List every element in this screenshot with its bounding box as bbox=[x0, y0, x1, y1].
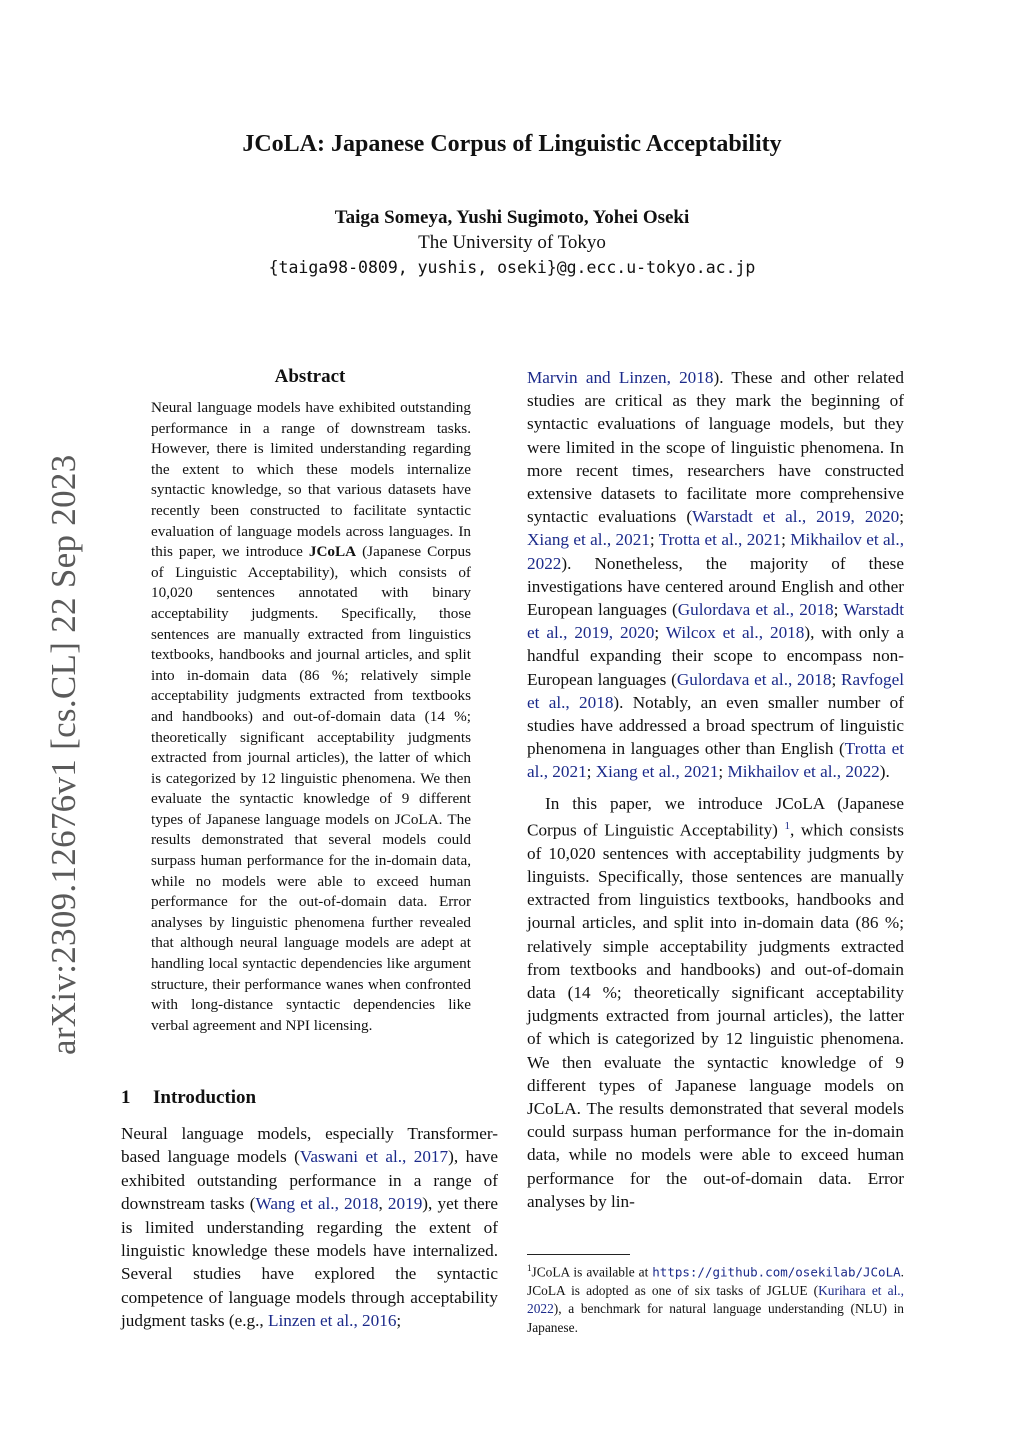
citation-link[interactable]: Xiang et al., 2021 bbox=[527, 530, 650, 550]
intro-paragraph-left: Neural language models, especially Transformer-based language models (Vaswani et al., 2017), have exhibited outstanding performance in a range of downstream tasks (Wang et al., 2018, 2019), yet there is limited understanding regarding the extent of linguistic knowledge these models have internalized. Several studies have explored the syntactic competence of language models through acceptability judgment tasks (e.g., Linzen et al., 2016; bbox=[121, 1124, 499, 1331]
arxiv-identifier: arXiv:2309.12676v1 [cs.CL] 22 Sep 2023 bbox=[44, 454, 83, 1055]
footnote-divider bbox=[527, 1254, 630, 1255]
citation-link[interactable]: Mikhailov et al., 2022 bbox=[527, 530, 905, 573]
intro-paragraph-continued: Marvin and Linzen, 2018). These and other related studies are critical as they mark the beginning of syntactic evaluations of language models, but they were limited in the scope of linguistic phenomena. In more recent times, researchers have constructed extensive datasets to facilitate more comprehensive syntactic evaluations (Warstadt et al., 2019, 2020; Xiang et al., 2021; Trotta et al., 2021; Mikhailov et al., 2022). Nonetheless, the majority of these investigations have centered around English and other European languages (Gulordava et al., 2018; Warstadt et al., 2019, 2020; Wilcox et al., 2018), with only a handful expanding their scope to encompass non-European languages (Gulordava et al., 2018; Ravfogel et al., 2018). Notably, an even smaller number of studies have addressed a broad spectrum of linguistic phenomena in languages other than English (Trotta et al., 2021; Xiang et al., 2021; Mikhailov et al., 2022). bbox=[527, 368, 905, 782]
citation-link[interactable]: Vaswani et al., 2017 bbox=[299, 1147, 449, 1167]
abstract-heading: Abstract bbox=[274, 366, 346, 387]
footnote-number: 1 bbox=[527, 1263, 532, 1273]
citation-link[interactable]: Warstadt et al., 2019, 2020 bbox=[527, 600, 904, 643]
citation-link[interactable]: Gulordava et al., 2018 bbox=[677, 600, 834, 620]
right-column bbox=[527, 366, 904, 1213]
abstract-bold-term: JCoLA bbox=[308, 543, 357, 561]
citation-link[interactable]: Ravfogel et al., 2018 bbox=[527, 669, 904, 712]
citation-link[interactable]: Trotta et al., 2021 bbox=[527, 739, 904, 782]
citation-link[interactable]: 2019 bbox=[387, 1194, 423, 1214]
citation-link[interactable]: Kurihara et al., 2022 bbox=[527, 1282, 904, 1317]
affiliation: The University of Tokyo bbox=[418, 232, 606, 253]
citation-link[interactable]: Warstadt et al., 2019, 2020 bbox=[692, 507, 900, 527]
repository-link[interactable]: https://github.com/osekilab/JCoLA bbox=[652, 1264, 901, 1280]
citation-link[interactable]: Wilcox et al., 2018 bbox=[665, 623, 805, 643]
footnote: $^1$JCoLA is available at https://github.com/osekilab/JCoLA. JCoLA is adopted as one of six tasks of JGLUE (Kurihara et al., 2022), a benchmark for natural language understanding (NLU) in Japanese. bbox=[527, 1263, 904, 1335]
citation-link[interactable]: Gulordava et al., 2018 bbox=[676, 669, 832, 689]
citation-link[interactable]: Trotta et al., 2021 bbox=[658, 530, 782, 550]
citation-link[interactable]: Xiang et al., 2021 bbox=[595, 762, 719, 782]
abstract-body: Neural language models have exhibited outstanding performance in a range of downstream tasks. However, there is limited understanding regarding the extent to which these models internalize syntactic knowledge, so that various datasets have recently been constructed to facilitate syntactic evaluation of language models across languages. In this paper, we introduce JCoLA (Japanese Corpus of Linguistic Acceptability), which consists of 10,020 sentences annotated with binary acceptability judgments. Specifically, those sentences are manually extracted from linguistics textbooks, handbooks and journal articles, and split into in-domain data (86 %; relatively simple acceptability judgments extracted from textbooks and handbooks) and out-of-domain data (14 %; theoretically significant acceptability judgments extracted from journal articles), the latter of which is categorized by 12 linguistic phenomena. We then evaluate the syntactic knowledge of 9 different types of Japanese language models on JCoLA. The results demonstrated that several models could surpass human performance for the in-domain data, while no models were able to exceed human performance for the out-of-domain data. Error analyses by linguistic phenomena further revealed that although neural language models are adept at handling local syntactic dependencies like argument structure, their performance wanes when confronted with long-distance syntactic dependencies like verbal agreement and NPI licensing. bbox=[151, 399, 471, 1034]
author-email: {taiga98-0809, yushis, oseki}@g.ecc.u-tokyo.ac.jp bbox=[268, 258, 756, 277]
citation-link[interactable]: Mikhailov et al., 2022 bbox=[727, 762, 880, 782]
paper-title: JCoLA: Japanese Corpus of Linguistic Acceptability bbox=[242, 131, 782, 157]
author-list: Taiga Someya, Yushi Sugimoto, Yohei Oseki bbox=[334, 207, 690, 228]
citation-link[interactable]: Linzen et al., 2016 bbox=[268, 1311, 397, 1331]
section-number: 1 bbox=[121, 1087, 131, 1108]
footnote-marker[interactable]: 1 bbox=[784, 819, 791, 832]
citation-link[interactable]: Wang et al., 2018 bbox=[255, 1194, 379, 1214]
section-title: Introduction bbox=[153, 1087, 257, 1108]
intro-paragraph-second: In this paper, we introduce JCoLA (Japanese Corpus of Linguistic Acceptability) $^1$, which consists of 10,020 sentences with acceptability judgments by linguists. Specifically, those sentences are manually extracted from linguistics textbooks, handbooks and journal articles, and split into in-domain data (86 %; relatively simple acceptability judgments extracted from textbooks and handbooks) and out-of-domain data (14 %; theoretically significant acceptability judgments extracted from journal articles), the latter of which is categorized by 12 linguistic phenomena. We then evaluate the syntactic knowledge of 9 different types of Japanese language models on JCoLA. The results demonstrated that several models could surpass human performance for the in-domain data, while no models were able to exceed human performance for the out-of-domain data. Error analyses by lin- bbox=[527, 793, 904, 1211]
citation-link[interactable]: Marvin and Linzen, 2018 bbox=[527, 368, 714, 387]
section-heading bbox=[121, 1087, 256, 1109]
